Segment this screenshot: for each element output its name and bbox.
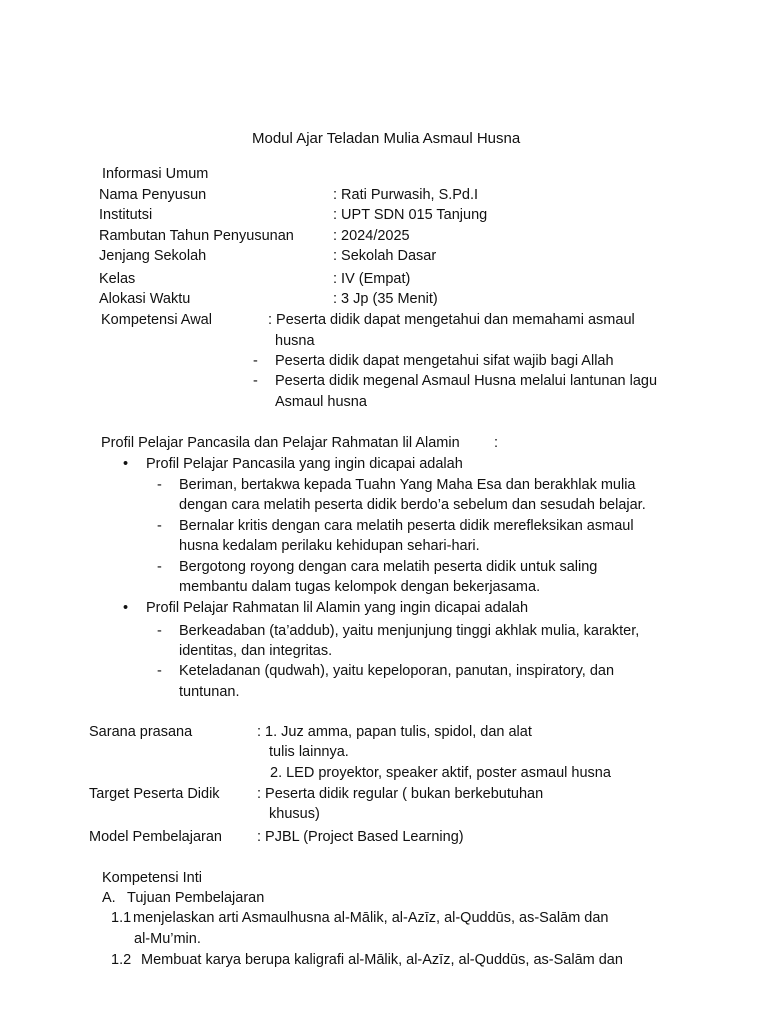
info-value-institusi: : UPT SDN 015 Tanjung — [333, 207, 488, 223]
profil-item-cont: membantu dalam tugas kelompok dengan bekerjasama. — [179, 579, 541, 595]
bullet-icon: • — [123, 600, 129, 616]
profil-item-cont: tuntunan. — [179, 684, 240, 700]
profil-group-title: Profil Pelajar Pancasila yang ingin dicapai adalah — [146, 456, 463, 472]
info-value-alokasi: : 3 Jp (35 Menit) — [333, 291, 438, 307]
kompetensi-inti-heading: Kompetensi Inti — [102, 870, 202, 886]
section-letter: A. — [102, 890, 116, 906]
tujuan-num: 1.2 — [111, 952, 132, 968]
profil-dash: - — [157, 518, 162, 534]
profil-dash: - — [157, 663, 162, 679]
target-line: : Peserta didik regular ( bukan berkebutuhan — [257, 786, 544, 802]
kompetensi-awal-first-cont: husna — [275, 333, 315, 349]
profil-heading: Profil Pelajar Pancasila dan Pelajar Rahmatan lil Alamin — [101, 435, 460, 451]
kompetensi-awal-first-line: : Peserta didik dapat mengetahui dan memahami asmaul — [268, 312, 635, 328]
kompetensi-awal-item: Peserta didik megenal Asmaul Husna melalui lantunan lagu — [275, 373, 658, 389]
info-value-kelas: : IV (Empat) — [333, 271, 411, 287]
kompetensi-awal-item-cont: Asmaul husna — [275, 394, 367, 410]
profil-item-cont: identitas, dan integritas. — [179, 643, 333, 659]
kompetensi-awal-item: Peserta didik dapat mengetahui sifat wajib bagi Allah — [275, 353, 614, 369]
sarana-line: 2. LED proyektor, speaker aktif, poster asmaul husna — [270, 765, 611, 781]
section-title: Tujuan Pembelajaran — [127, 890, 265, 906]
info-label-nama: Nama Penyusun — [99, 187, 207, 203]
info-heading: Informasi Umum — [102, 166, 209, 182]
profil-dash: - — [157, 559, 162, 575]
info-label-kelas: Kelas — [99, 271, 136, 287]
info-value-jenjang: : Sekolah Dasar — [333, 248, 437, 264]
profil-item: Bernalar kritis dengan cara melatih peserta didik merefleksikan asmaul — [179, 518, 634, 534]
info-value-tahun: : 2024/2025 — [333, 228, 410, 244]
model-value: : PJBL (Project Based Learning) — [257, 829, 464, 845]
model-label: Model Pembelajaran — [89, 829, 222, 845]
sarana-label: Sarana prasana — [89, 724, 193, 740]
tujuan-num: 1.1 — [111, 910, 132, 926]
kompetensi-awal-dash: - — [253, 353, 258, 369]
profil-item: Bergotong royong dengan cara melatih peserta didik untuk saling — [179, 559, 598, 575]
tujuan-item-cont: al-Mu’min. — [134, 931, 201, 947]
kompetensi-awal-label: Kompetensi Awal — [101, 312, 212, 328]
profil-item-cont: dengan cara melatih peserta didik berdo’a sebelum dan sesudah belajar. — [179, 497, 646, 513]
profil-dash: - — [157, 623, 162, 639]
info-label-tahun: Rambutan Tahun Penyusunan — [99, 228, 294, 244]
profil-dash: - — [157, 477, 162, 493]
profil-group-title: Profil Pelajar Rahmatan lil Alamin yang ingin dicapai adalah — [146, 600, 529, 616]
document-title: Modul Ajar Teladan Mulia Asmaul Husna — [252, 130, 521, 147]
profil-item: Beriman, bertakwa kepada Tuahn Yang Maha Esa dan berakhlak mulia — [179, 477, 636, 493]
profil-item: Keteladanan (qudwah), yaitu kepeloporan, panutan, inspiratory, dan — [179, 663, 615, 679]
profil-item: Berkeadaban (ta’addub), yaitu menjunjung tinggi akhlak mulia, karakter, — [179, 623, 640, 639]
kompetensi-awal-dash: - — [253, 373, 258, 389]
info-label-institusi: Institutsi — [99, 207, 153, 223]
profil-item-cont: husna kedalam perilaku kehidupan sehari-hari. — [179, 538, 480, 554]
tujuan-item: Membuat karya berupa kaligrafi al-Mālik, al-Azīz, al-Quddūs, as-Salām dan — [141, 952, 623, 968]
sarana-line: : 1. Juz amma, papan tulis, spidol, dan alat — [257, 724, 532, 740]
target-label: Target Peserta Didik — [89, 786, 220, 802]
info-value-nama: : Rati Purwasih, S.Pd.I — [333, 187, 479, 203]
target-line: khusus) — [269, 806, 320, 822]
tujuan-item: menjelaskan arti Asmaulhusna al-Mālik, al-Azīz, al-Quddūs, as-Salām dan — [133, 910, 609, 926]
sarana-line: tulis lainnya. — [269, 744, 349, 760]
info-label-alokasi: Alokasi Waktu — [99, 291, 191, 307]
profil-heading-colon: : — [494, 435, 499, 451]
info-label-jenjang: Jenjang Sekolah — [99, 248, 207, 264]
bullet-icon: • — [123, 456, 129, 472]
